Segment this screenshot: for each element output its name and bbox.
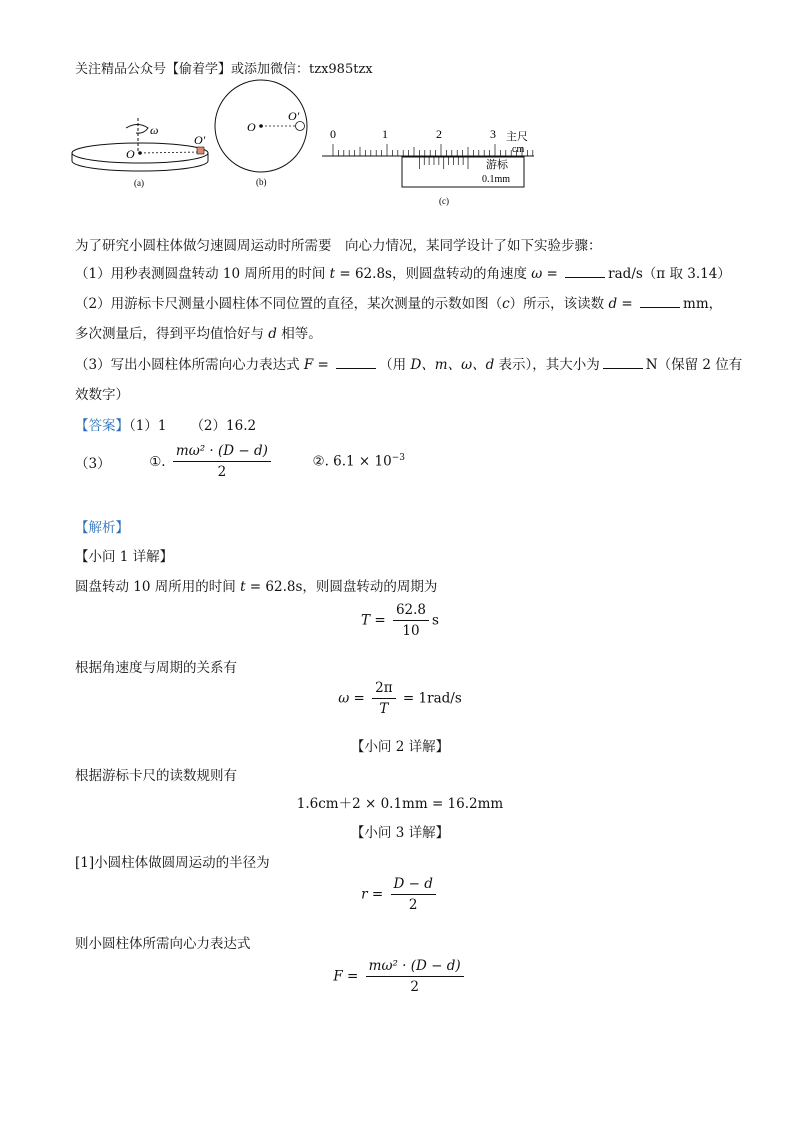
- equation-period: T = $\frac{62.8}{10}$ s: [361, 602, 439, 639]
- fig-c-vernier-label: 游标: [486, 159, 508, 171]
- answer-blank-2: [640, 295, 680, 308]
- analysis-s2-title: 【小问 2 详解】: [350, 739, 450, 755]
- fig-c-caption: (c): [439, 196, 449, 206]
- answer-fraction: $\frac{\text{mω² · (D − d)}}{2}$: [173, 443, 271, 480]
- figure-c-vernier: [322, 124, 547, 209]
- fig-a-omega: ω: [150, 123, 159, 137]
- fig-c-precision: 0.1mm: [482, 174, 511, 185]
- question-2: （2）用游标卡尺测量小圆柱体不同位置的直径，某次测量的示数如图（c）所示，该读数 d = mm，: [75, 296, 723, 312]
- question-1: （1）用秒表测圆盘转动 10 周所用的时间 t = 62.8s，则圆盘转动的角速度 ω = rad/s（π 取 3.14）: [75, 266, 731, 282]
- analysis-s1-text3: 根据角速度与周期的关系有: [75, 660, 237, 676]
- analysis-s3-text2: 则小圆柱体所需向心力表达式: [75, 936, 251, 952]
- answer-line-1: 【答案】（1）1 （2）16.2: [75, 418, 257, 434]
- answer-blank-4: [603, 356, 643, 369]
- analysis-s3-title: 【小问 3 详解】: [350, 825, 450, 841]
- fig-a-caption: (a): [134, 178, 144, 188]
- fig-b-o-prime: O′: [288, 109, 300, 123]
- fig-b-o: O: [247, 120, 256, 134]
- question-intro: 为了研究小圆柱体做匀速圆周运动时所需要 向心力情况，某同学设计了如下实验步骤：: [75, 238, 602, 254]
- fig-c-main-label: 主尺: [506, 131, 528, 143]
- answer-line-3: （3） ①. $\frac{\text{mω² · (D − d)}}{2}$ ②. $6.1 \times 10^{-3}$: [75, 443, 405, 480]
- question-3-line2: 效数字）: [75, 387, 129, 403]
- answer-blank-1: [565, 265, 605, 278]
- fig-b-caption: (b): [256, 177, 267, 187]
- fig-c-num-3: 3: [490, 127, 496, 141]
- header-text: 关注精品公众号【偷着学】或添加微信：tzx985tzx: [75, 62, 373, 77]
- analysis-label: 【解析】: [75, 520, 129, 536]
- fig-c-num-2: 2: [436, 127, 442, 141]
- answer-blank-3: [336, 356, 376, 369]
- question-3: （3）写出小圆柱体所需向心力表达式 F = （用 D、m、ω、d 表示），其大小为 N（保留 2 位有: [75, 357, 743, 373]
- fig-a-o: O: [126, 147, 135, 161]
- fig-a-o-prime: O′: [194, 133, 206, 147]
- fig-c-num-0: 0: [330, 127, 336, 141]
- analysis-s1-text: 圆盘转动 10 周所用的时间 t = 62.8s，则圆盘转动的周期为: [75, 579, 438, 595]
- equation-radius: r = $\frac{D - d}{2}$: [0, 876, 800, 913]
- fig-c-unit: cm: [512, 144, 525, 155]
- equation-vernier: 1.6cm＋2 × 0.1mm = 16.2mm: [296, 796, 504, 812]
- figure-a-disc: [68, 108, 218, 193]
- fig-c-num-1: 1: [382, 127, 388, 141]
- analysis-s2-text: 根据游标卡尺的读数规则有: [75, 768, 237, 784]
- figure-b-topview: [212, 76, 312, 191]
- analysis-s1-title: 【小问 1 详解】: [75, 549, 174, 565]
- answer-label: 【答案】: [75, 418, 129, 434]
- question-2-line2: 多次测量后，得到平均值恰好与 d 相等。: [75, 326, 322, 342]
- equation-force: F = $\frac{\text{mω² · (D − d)}}{2}$: [0, 958, 800, 995]
- equation-omega: ω = $\frac{2\pi}{T}$ = 1rad/s: [338, 680, 462, 717]
- analysis-s3-text: [1]小圆柱体做圆周运动的半径为: [75, 855, 270, 871]
